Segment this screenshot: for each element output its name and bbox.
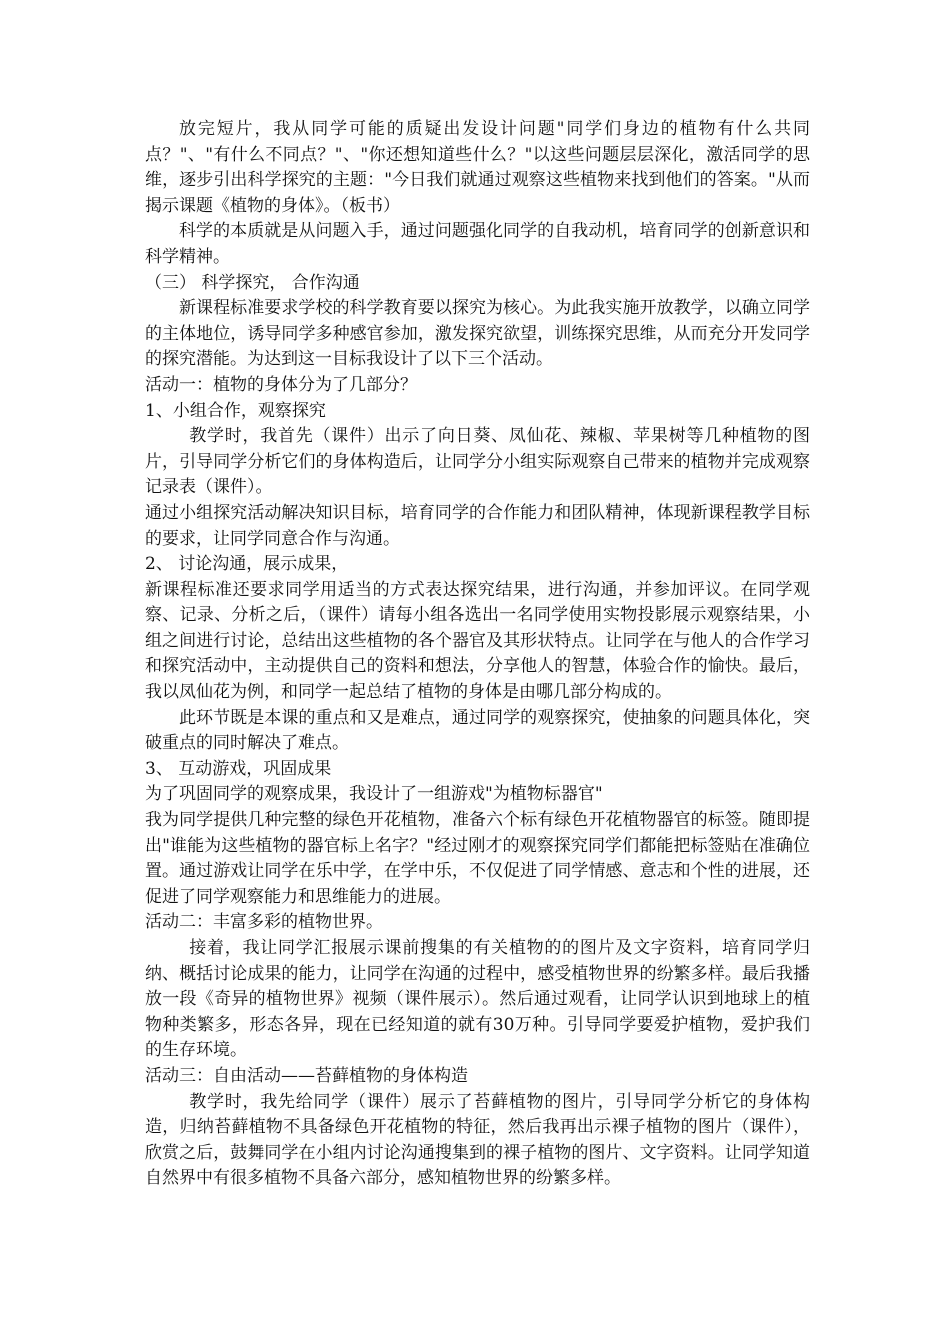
paragraph-intro: 放完短片，我从同学可能的质疑出发设计问题"同学们身边的植物有什么共同点？"、"有什么不同点？"、"你还想知道些什么？"以这些问题层层深化，激活同学的思维，逐步引出科学探究的主题："今日我们就通过观察这些植物来找到他们的答案。"从而揭示课题《植物的身体》。（板书） [145,119,810,216]
paragraph-key-point: 此环节既是本课的重点和又是难点，通过同学的观察探究，使抽象的问题具体化，突破重点的同时解决了难点。 [145,707,810,754]
document-body [145,117,810,1192]
paragraph-game-intro: 为了巩固同学的观察成果，我设计了一组游戏"为植物标器官" [145,784,603,805]
paragraph-activity-3: 教学时，我先给同学（课件）展示了苔藓植物的图片，引导同学分析它的身体构造，归纳苔藓植物不具备绿色开花植物的特征，然后我再出示裸子植物的图片（课件），欣赏之后，鼓舞同学在小组内讨论沟通搜集到的裸子植物的图片、文字资料。让同学知道自然界中有很多植物不具备六部分，感知植物世界的纷繁多样。 [145,1091,810,1189]
section-heading-3: （三） 科学探究， 合作沟通 [145,272,360,293]
paragraph-essence: 科学的本质就是从问题入手，通过问题强化同学的自我动机，培育同学的创新意识和科学精神。 [145,221,810,267]
paragraph-step-1: 教学时，我首先（课件）出示了向日葵、凤仙花、辣椒、苹果树等几种植物的图片，引导同学分析它们的身体构造后，让同学分小组实际观察自己带来的植物并完成观察记录表（课件）。 [145,426,810,498]
paragraph-activity-2: 接着，我让同学汇报展示课前搜集的有关植物的的图片及文字资料，培育同学归纳、概括讨论成果的能力，让同学在沟通的过程中，感受植物世界的纷繁多样。最后我播放一段《奇异的植物世界》视频（课件展示）。然后通过观看，让同学认识到地球上的植物种类繁多，形态各异，现在已经知道的就有30万种。引导同学要爱护植物，爱护我们的生存环境。 [145,938,810,1061]
activity-2-heading: 活动二：丰富多彩的植物世界。 [145,912,383,933]
step-2-heading: 2、 讨论沟通，展示成果， [145,554,349,575]
step-1-heading: 1、小组合作，观察探究 [145,400,326,421]
paragraph-game-detail: 我为同学提供几种完整的绿色开花植物，准备六个标有绿色开花植物器官的标签。随即提出"谁能为这些植物的器官标上名字？"经过刚才的观察探究同学们都能把标签贴在准确位置。通过游戏让同学在乐中学，在学中乐，不仅促进了同学情感、意志和个性的进展，还促进了同学观察能力和思维能力的进展。 [145,810,810,907]
activity-3-heading: 活动三：自由活动——苔藓植物的身体构造 [145,1065,468,1086]
paragraph-group-inquiry: 通过小组探究活动解决知识目标，培育同学的合作能力和团队精神，体现新课程教学目标的要求，让同学同意合作与沟通。 [145,502,810,549]
paragraph-curriculum: 新课程标准要求学校的科学教育要以探究为核心。为此我实施开放教学，以确立同学的主体地位，诱导同学多种感官参加，激发探究欲望，训练探究思维，从而充分开发同学的探究潜能。为达到这一目标我设计了以下三个活动。 [145,298,810,370]
paragraph-step-2: 新课程标准还要求同学用适当的方式表达探究结果，进行沟通，并参加评议。在同学观察、记录、分析之后，（课件）请每小组各选出一名同学使用实物投影展示观察结果，小组之间进行讨论，总结出这些植物的各个器官及其形状特点。让同学在与他人的合作学习和探究活动中，主动提供自己的资料和想法，分享他人的智慧，体验合作的愉快。最后，我以凤仙花为例，和同学一起总结了植物的身体是由哪几部分构成的。 [145,579,810,703]
step-3-heading: 3、 互动游戏，巩固成果 [145,758,332,779]
activity-1-heading: 活动一：植物的身体分为了几部分？ [145,374,417,395]
